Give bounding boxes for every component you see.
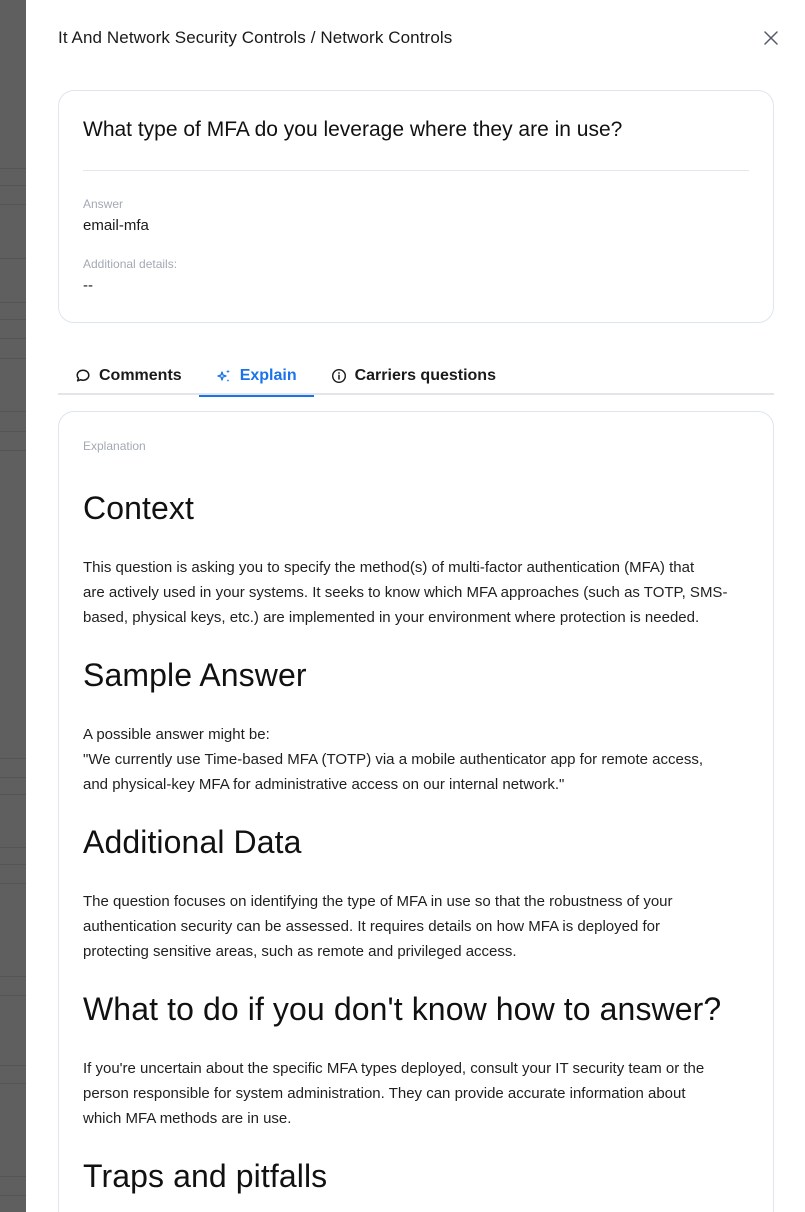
- paragraph-line: The question focuses on identifying the type of MFA in use so that the robustness of your: [83, 893, 673, 910]
- paragraph-line: based, physical keys, etc.) are implemented in your environment where protection is needed.: [83, 609, 700, 626]
- divider: [83, 170, 749, 171]
- paragraph-line: authentication security can be assessed. It requires details on how MFA is deployed for: [83, 918, 660, 935]
- additional-details-value: --: [83, 277, 93, 294]
- section-sample-answer: [83, 657, 749, 694]
- paragraph-line: This question is asking you to specify the method(s) of multi-factor authentication (MFA) that: [83, 559, 695, 576]
- close-button[interactable]: [761, 28, 781, 48]
- tab-comments[interactable]: [58, 356, 199, 395]
- info-circle-icon: [331, 368, 347, 384]
- section-dont-know: [83, 991, 749, 1028]
- paragraph-line: protecting sensitive areas, such as remote and privileged access.: [83, 943, 517, 960]
- tab-label: Explain: [239, 366, 297, 384]
- paragraph-line: which MFA methods are in use.: [83, 1110, 292, 1127]
- section-heading: What to do if you don't know how to answer?: [83, 991, 722, 1027]
- section-heading: Traps and pitfalls: [83, 1158, 328, 1194]
- section-context-body: [83, 555, 749, 630]
- paragraph-line: "We currently use Time-based MFA (TOTP) via a mobile authenticator app for remote access,: [83, 751, 704, 768]
- paragraph-line: person responsible for system administration. They can provide accurate information about: [83, 1085, 686, 1102]
- side-panel: [26, 0, 805, 1212]
- breadcrumb: It And Network Security Controls / Network Controls: [58, 28, 453, 47]
- tab-carriers-questions[interactable]: [314, 356, 513, 395]
- explanation-label: Explanation: [83, 439, 146, 453]
- panel-header: [58, 26, 785, 50]
- answer-value: email-mfa: [83, 217, 149, 234]
- section-traps-pitfalls: [83, 1158, 749, 1195]
- modal-backdrop[interactable]: [0, 0, 26, 1212]
- section-additional-data-body: [83, 889, 749, 964]
- tab-explain[interactable]: [199, 356, 314, 395]
- question-card: [58, 90, 774, 323]
- paragraph-line: If you're uncertain about the specific MFA types deployed, consult your IT security team or the: [83, 1060, 705, 1077]
- section-context: [83, 490, 749, 527]
- explanation-card: [58, 411, 774, 1212]
- section-additional-data: [83, 824, 749, 861]
- paragraph-line: A possible answer might be:: [83, 726, 270, 743]
- section-heading: Additional Data: [83, 824, 302, 860]
- section-sample-answer-body: [83, 722, 749, 797]
- question-title: What type of MFA do you leverage where they are in use?: [83, 118, 623, 141]
- paragraph-line: are actively used in your systems. It seeks to know which MFA approaches (such as TOTP, SMS-: [83, 584, 728, 601]
- section-heading: Sample Answer: [83, 657, 307, 693]
- speech-bubble-icon: [75, 368, 91, 384]
- section-dont-know-body: [83, 1056, 749, 1131]
- paragraph-line: and physical-key MFA for administrative access on our internal network.": [83, 776, 565, 793]
- sparkles-icon: [216, 368, 232, 384]
- tab-bar: [58, 356, 774, 395]
- tab-label: Carriers questions: [354, 366, 496, 384]
- answer-label: Answer: [83, 197, 124, 211]
- tab-label: Comments: [99, 366, 182, 384]
- additional-details-label: Additional details:: [83, 257, 178, 271]
- close-icon: [764, 31, 778, 45]
- section-heading: Context: [83, 490, 194, 526]
